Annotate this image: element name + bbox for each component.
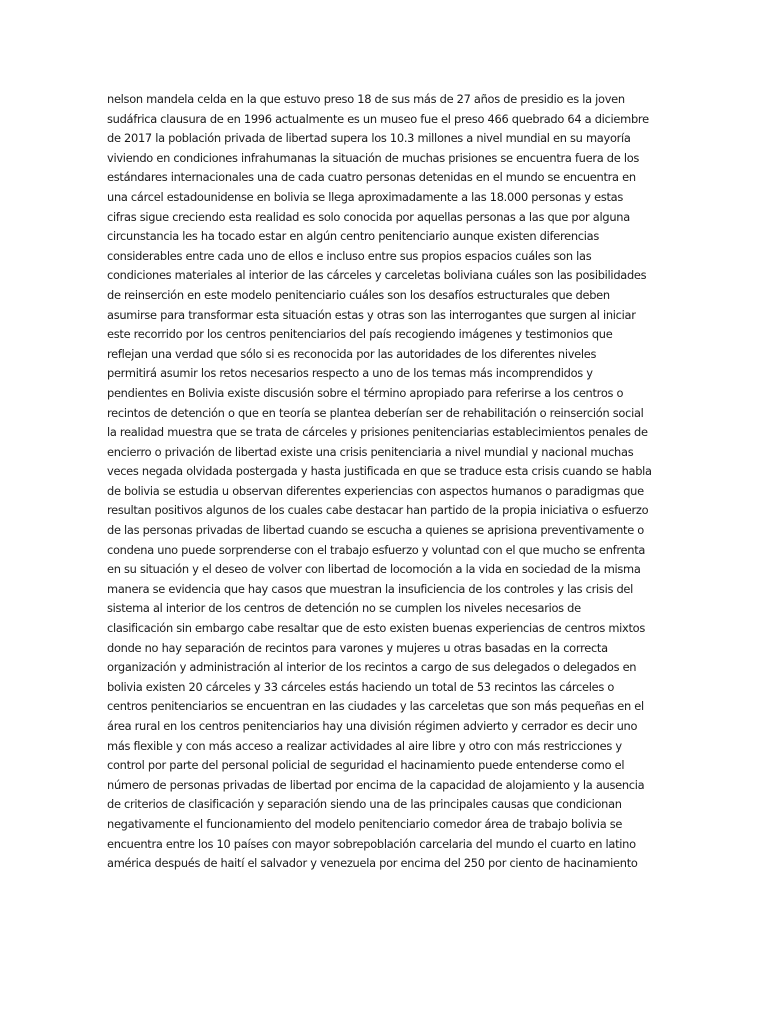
- text-line: permitirá asumir los retos necesarios respecto a uno de los temas más incomprendidos y: [107, 366, 593, 381]
- text-line: de 2017 la población privada de libertad supera los 10.3 millones a nivel mundial en su mayoría: [107, 131, 631, 146]
- text-line: encuentra entre los 10 países con mayor sobrepoblación carcelaria del mundo el cuarto en latino: [107, 836, 636, 851]
- text-line: bolivia existen 20 cárceles y 33 cárceles estás haciendo un total de 53 recintos las cárceles o: [107, 679, 615, 694]
- text-line: nelson mandela celda en la que estuvo preso 18 de sus más de 27 años de presidio es la joven: [107, 92, 625, 106]
- text-line: una cárcel estadounidense en bolivia se llega aproximadamente a las 18.000 personas y estas: [107, 189, 624, 204]
- text-line: manera se evidencia que hay casos que muestran la insuficiencia de los controles y las crisis del: [107, 581, 634, 596]
- text-line: circunstancia les ha tocado estar en algún centro penitenciario aunque existen diferencias: [107, 229, 600, 244]
- text-line: control por parte del personal policial de seguridad el hacinamiento puede entenderse como el: [107, 758, 625, 773]
- text-line: asumirse para transformar esta situación estas y otras son las interrogantes que surgen al iniciar: [107, 307, 636, 322]
- text-line: este recorrido por los centros penitenciarios del país recogiendo imágenes y testimonios que: [107, 327, 613, 342]
- text-line: condiciones materiales al interior de las cárceles y carceletas boliviana cuáles son las posibilidades: [107, 268, 647, 283]
- text-line: número de personas privadas de libertad por encima de la capacidad de alojamiento y la ausencia: [107, 777, 645, 792]
- text-line: clasificación sin embargo cabe resaltar que de esto existen buenas experiencias de centros mixtos: [107, 621, 646, 636]
- text-line: de reinserción en este modelo penitenciario cuáles son los desafíos estructurales que deben: [107, 287, 610, 302]
- body-paragraph: [107, 90, 667, 874]
- text-line: cifras sigue creciendo esta realidad es solo conocida por aquellas personas a las que por alguna: [107, 209, 630, 224]
- text-line: de criterios de clasificación y separación siendo una de las principales causas que condicionan: [107, 797, 622, 812]
- text-line: en su situación y el deseo de volver con libertad de locomoción a la vida en sociedad de la misma: [107, 562, 641, 577]
- text-line: negativamente el funcionamiento del modelo penitenciario comedor área de trabajo bolivia se: [107, 816, 623, 831]
- text-line: donde no hay separación de recintos para varones y mujeres u otras basadas en la correcta: [107, 640, 608, 655]
- text-line: considerables entre cada uno de ellos e incluso entre sus propios espacios cuáles son las: [107, 248, 592, 263]
- text-line: de bolivia se estudia u observan diferentes experiencias con aspectos humanos o paradigmas que: [107, 483, 644, 498]
- text-line: reflejan una verdad que sólo si es reconocida por las autoridades de los diferentes niveles: [107, 346, 597, 361]
- text-line: la realidad muestra que se trata de cárceles y prisiones penitenciarias establecimientos penales de: [107, 425, 648, 440]
- text-line: centros penitenciarios se encuentran en las ciudades y las carceletas que son más pequeñas en el: [107, 699, 644, 714]
- text-line: estándares internacionales una de cada cuatro personas detenidas en el mundo se encuentra en: [107, 170, 636, 185]
- text-line: sistema al interior de los centros de detención no se cumplen los niveles necesarios de: [107, 601, 581, 616]
- text-line: encierro o privación de libertad existe una crisis penitenciaria a nivel mundial y nacional muchas: [107, 444, 634, 459]
- text-line: américa después de haití el salvador y venezuela por encima del 250 por ciento de hacinamiento: [107, 856, 638, 871]
- text-line: organización y administración al interior de los recintos a cargo de sus delegados o delegados en: [107, 660, 637, 675]
- text-line: sudáfrica clausura de en 1996 actualmente es un museo fue el preso 466 quebrado 64 a diciembre: [107, 111, 649, 126]
- text-line: área rural en los centros penitenciarios hay una división régimen advierto y cerrador es decir uno: [107, 719, 638, 733]
- text-line: viviendo en condiciones infrahumanas la situación de muchas prisiones se encuentra fuera de los: [107, 150, 640, 165]
- text-line: recintos de detención o que en teoría se plantea deberían ser de rehabilitación o reinserción social: [107, 405, 644, 420]
- text-line: de las personas privadas de libertad cuando se escucha a quienes se aprisiona preventivamente o: [107, 523, 644, 538]
- text-line: pendientes en Bolivia existe discusión sobre el término apropiado para referirse a los centros o: [107, 385, 624, 400]
- text-line: más flexible y con más acceso a realizar actividades al aire libre y otro con más restricciones y: [107, 738, 622, 753]
- text-line: resultan positivos algunos de los cuales cabe destacar han partido de la propia iniciativa o esfuerzo: [107, 503, 649, 518]
- text-line: condena uno puede sorprenderse con el trabajo esfuerzo y voluntad con el que mucho se enfrenta: [107, 542, 646, 557]
- text-line: veces negada olvidada postergada y hasta justificada en que se traduce esta crisis cuando se habla: [107, 464, 652, 479]
